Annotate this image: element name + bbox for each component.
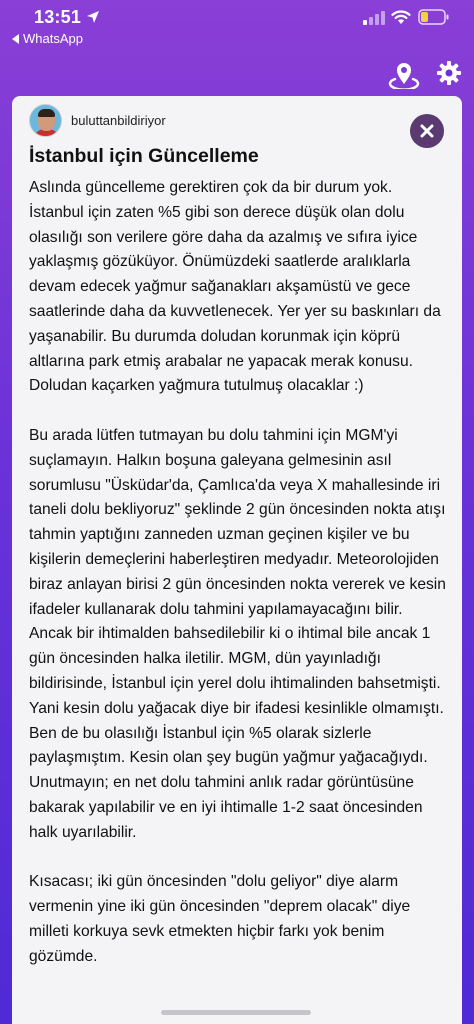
avatar [29, 104, 62, 137]
post-card [12, 96, 462, 1024]
close-button[interactable] [410, 114, 444, 148]
back-arrow-icon [12, 34, 19, 44]
header-actions [0, 52, 474, 96]
post-paragraph: Kısacası; iki gün öncesinden "dolu geliyor" diye alarm vermenin yine iki gün öncesinden "deprem olacak" diye milleti korkuya sevk etmekten hiçbir farkı yok benim gözümde. [29, 873, 411, 965]
author-row[interactable] [29, 104, 166, 136]
wifi-icon [391, 9, 411, 25]
status-time: 13:51 [34, 7, 82, 27]
gear-icon[interactable] [436, 60, 462, 86]
back-to-app-link[interactable] [12, 31, 83, 46]
home-indicator [161, 1010, 311, 1015]
battery-low-icon [418, 9, 450, 25]
post-paragraph: Aslında güncelleme gerektiren çok da bir durum yok. İstanbul için zaten %5 gibi son derece düşük olan dolu olasılığı son verilere göre daha da azalmış ve sıfıra iyice yaklaşmış gözüküyor. Önümüzdeki saatlerde aralıklarla devam edecek yağmur sağanakları akşamüstü ve gece saatlerinde daha da kuvvetlenecek. Yer yer su baskınları da yaşanabilir. Bu durumda doludan korunmak için köprü altlarına park etmiş arabalar ne yapacak merak konusu. Doludan kaçarken yağmura tutulmuş olacaklar :) [29, 179, 441, 395]
location-arrow-icon [86, 10, 100, 24]
post-paragraph: Bu arada lütfen tutmayan bu dolu tahmini için MGM'yi suçlamayın. Halkın boşuna galeyana gelmesinin asıl sorumlusu "Üsküdar'da, Çamlıca'da veya X mahallesinde iri taneli dolu bekliyoruz" şeklinde 2 gün öncesinden nokta atışı tahmin yaptığını zanneden uzman geçinen kişiler ve bu kişilerin demeçlerini haberleştiren medyadır. Meteorolojiden biraz anlayan birisi 2 gün öncesinden nokta vererek ve kesin ifadeler kullanarak dolu tahmini yapılamayacağını bilir. Ancak bir ihtimalden bahsedilebilir ki o ihtimal bile ancak 1 gün öncesinden halka iletilir. MGM, dün yayınladığı bildirisinde, İstanbul için yerel dolu ihtimalinden bahsetmişti. Yani kesin dolu yağacak diye bir ifadesi kesinlikle olmamıştı. Ben de bu olasılığı İstanbul için %5 olarak sizlerle paylaşmıştım. Kesin olan şey bugün yağmur yağacağıydı. Unutmayın; en net dolu tahmini anlık radar görüntüsüne bakarak yapılabilir ve en iyi ihtimalle 1-2 saat öncesinden halk uyarılabilir. [29, 426, 446, 841]
cellular-signal-icon [363, 11, 385, 25]
status-bar [0, 0, 474, 52]
back-app-label: WhatsApp [23, 31, 83, 46]
post-title: İstanbul için Güncelleme [29, 145, 259, 167]
close-icon [419, 123, 435, 139]
location-pin-icon[interactable] [387, 59, 421, 89]
author-name: buluttanbildiriyor [71, 112, 166, 128]
post-body [29, 176, 449, 994]
